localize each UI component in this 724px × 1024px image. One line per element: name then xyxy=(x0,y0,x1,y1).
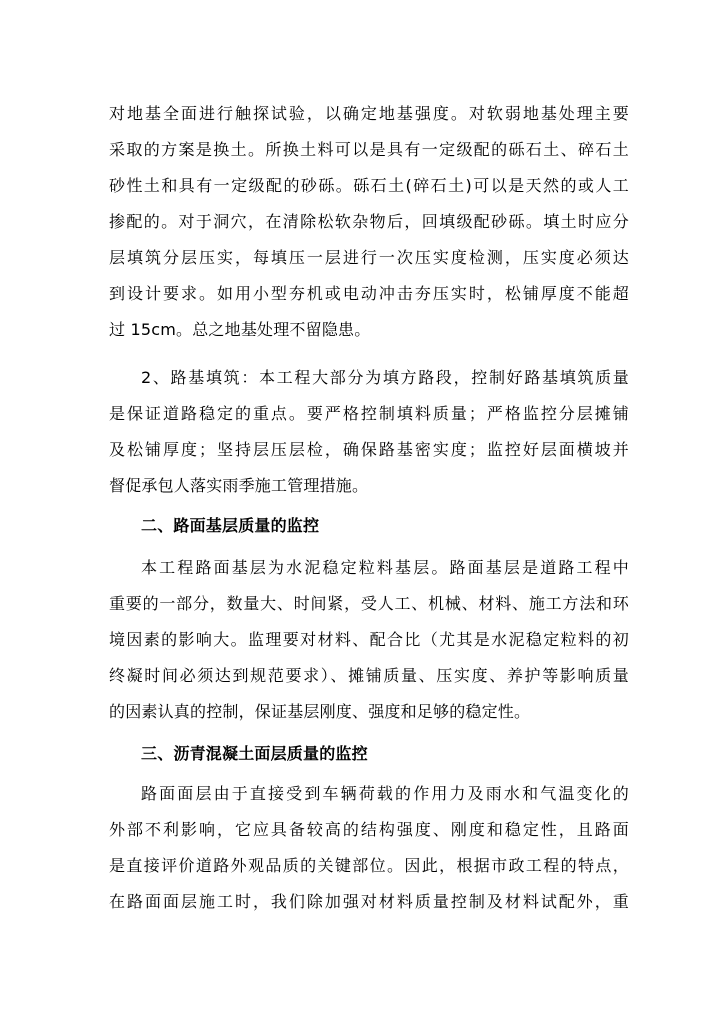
text-line: 2、路基填筑：本工程大部分为填方路段，控制好路基填筑质量 xyxy=(141,368,629,387)
text-line: 本工程路面基层为水泥稳定粒料基层。路面基层是道路工程中 xyxy=(141,558,629,577)
text-line: 对地基全面进行触探试验，以确定地基强度。对软弱地基处理主要 xyxy=(109,104,629,123)
text-line: 在路面面层施工时，我们除加强对材料质量控制及材料试配外，重 xyxy=(109,892,629,911)
text-line: 采取的方案是换土。所换土料可以是具有一定级配的砾石土、碎石土 xyxy=(109,140,629,159)
text-line: 的因素认真的控制，保证基层刚度、强度和足够的稳定性。 xyxy=(109,702,531,721)
text-line: 终凝时间必须达到规范要求）、摊铺质量、压实度、养护等影响质量 xyxy=(109,666,629,685)
section-heading: 三、沥青混凝土面层质量的监控 xyxy=(141,744,368,763)
text-line: 境因素的影响大。监理要对材料、配合比（尤其是水泥稳定粒料的初 xyxy=(109,630,629,649)
text-line: 路面面层由于直接受到车辆荷载的作用力及雨水和气温变化的 xyxy=(141,784,629,803)
text-line: 过 15cm。总之地基处理不留隐患。 xyxy=(109,320,371,339)
text-line: 到设计要求。如用小型夯机或电动冲击夯压实时，松铺厚度不能超 xyxy=(109,284,629,303)
text-line: 砂性土和具有一定级配的砂砾。砾石土(碎石土)可以是天然的或人工 xyxy=(109,176,629,195)
text-line: 层填筑分层压实，每填压一层进行一次压实度检测，压实度必须达 xyxy=(109,248,629,267)
text-line: 督促承包人落实雨季施工管理措施。 xyxy=(109,476,369,495)
text-line: 及松铺厚度；坚持层压层检，确保路基密实度；监控好层面横坡并 xyxy=(109,440,629,459)
text-line: 是直接评价道路外观品质的关键部位。因此，根据市政工程的特点， xyxy=(109,856,629,875)
text-line: 是保证道路稳定的重点。要严格控制填料质量；严格监控分层摊铺 xyxy=(109,404,629,423)
text-line: 掺配的。对于洞穴，在清除松软杂物后，回填级配砂砾。填土时应分 xyxy=(109,212,629,231)
text-line: 外部不利影响，它应具备较高的结构强度、刚度和稳定性，且路面 xyxy=(109,820,629,839)
section-heading: 二、路面基层质量的监控 xyxy=(141,516,320,535)
text-line: 重要的一部分，数量大、时间紧，受人工、机械、材料、施工方法和环 xyxy=(109,594,629,613)
